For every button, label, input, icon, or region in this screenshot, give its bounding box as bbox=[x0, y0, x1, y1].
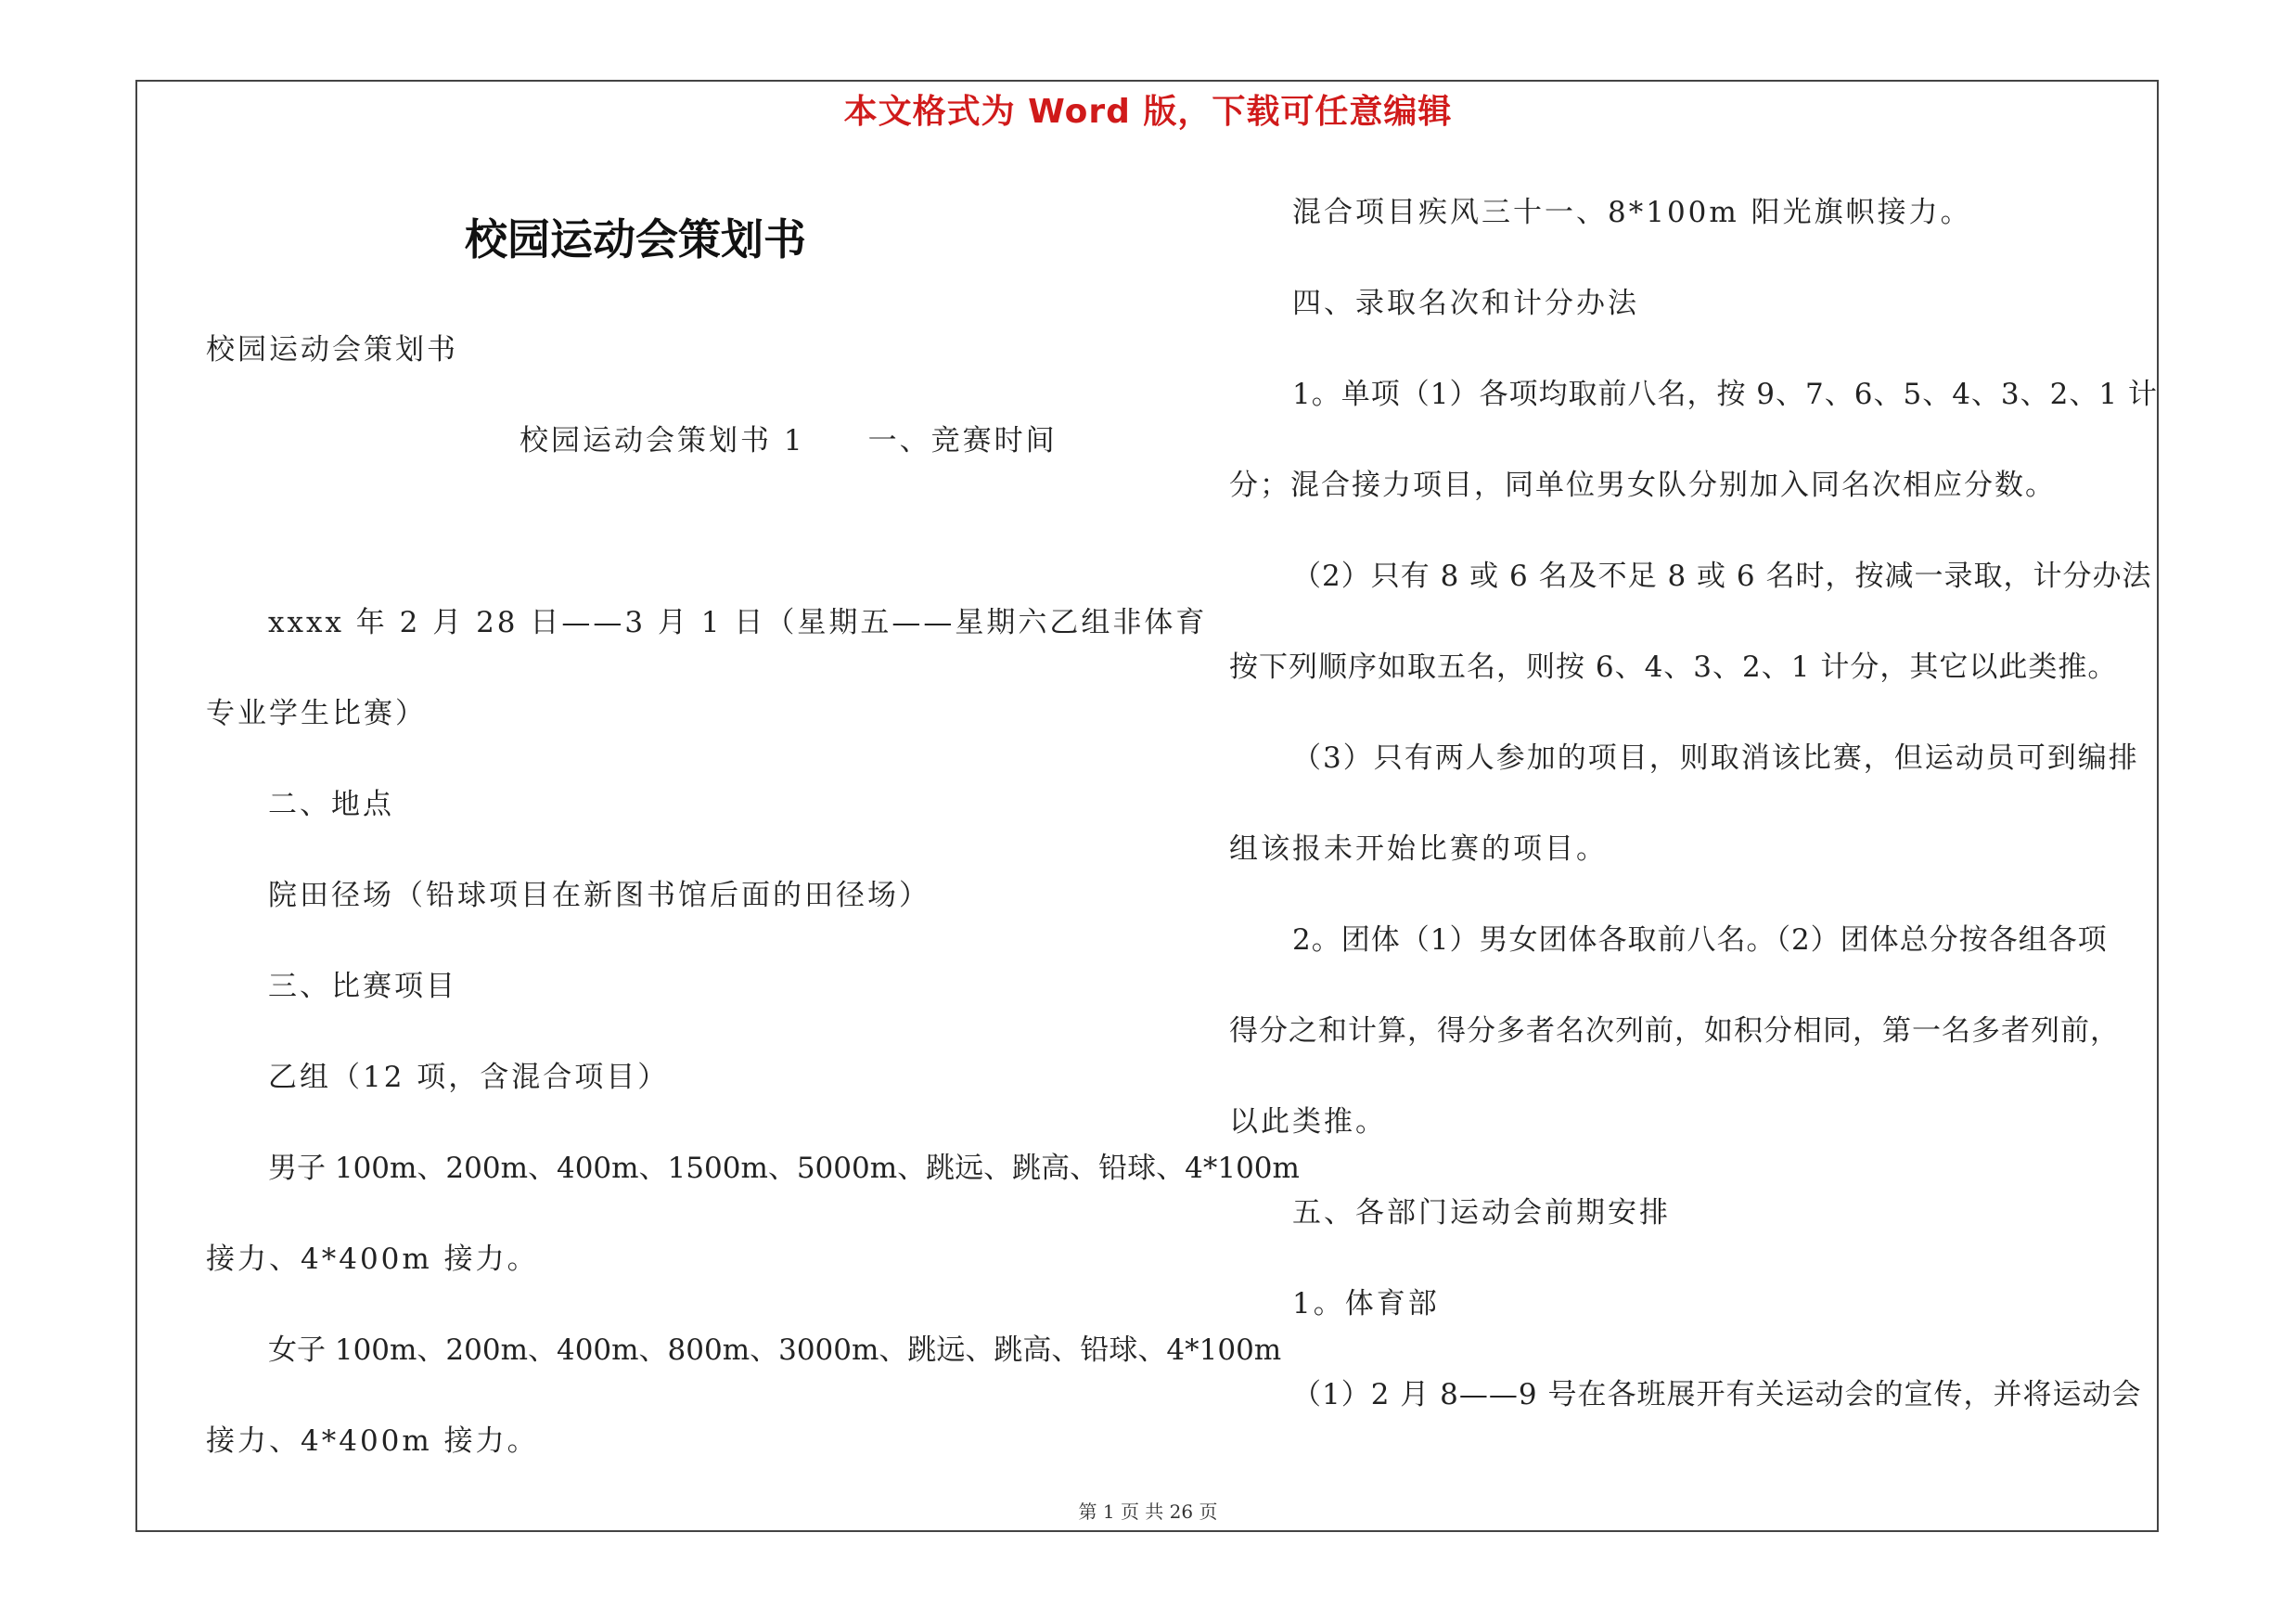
right-line-heading-4: 四、录取名次和计分办法 bbox=[1292, 287, 1639, 320]
left-line-women-events: 女子 100m、200m、400m、800m、3000m、跳远、跳高、铅球、4*100m bbox=[268, 1333, 1282, 1367]
left-line-heading-1: 校园运动会策划书 1 一、竞赛时间 bbox=[519, 424, 1058, 457]
page-number: 第 1 页 共 26 页 bbox=[1078, 1501, 1218, 1523]
right-line-scoring-2-cont: 按下列顺序如取五名，则按 6、4、3、2、1 计分，其它以此类推。 bbox=[1229, 650, 2118, 684]
format-banner: 本文格式为 Word 版，下载可任意编辑 bbox=[843, 93, 1453, 131]
left-line-location: 院田径场（铅球项目在新图书馆后面的田径场） bbox=[268, 879, 930, 912]
right-line-scoring-3: （3）只有两人参加的项目，则取消该比赛，但运动员可到编排 bbox=[1292, 741, 2139, 775]
right-line-sports-dept: 1。体育部 bbox=[1292, 1287, 1440, 1320]
right-line-scoring-3-cont: 组该报未开始比赛的项目。 bbox=[1229, 832, 1608, 866]
right-line-sports-dept-task: （1）2 月 8——9 号在各班展开有关运动会的宣传，并将运动会 bbox=[1292, 1378, 2142, 1411]
right-line-mixed-events: 混合项目疾风三十一、8*100m 阳光旗帜接力。 bbox=[1292, 196, 1972, 229]
right-line-heading-5: 五、各部门运动会前期安排 bbox=[1292, 1196, 1671, 1230]
left-line-date-cont: 专业学生比赛） bbox=[206, 697, 427, 730]
left-line-men-events: 男子 100m、200m、400m、1500m、5000m、跳远、跳高、铅球、4*100m bbox=[268, 1152, 1300, 1185]
right-line-team-scoring: 2。团体（1）男女团体各取前八名。（2）团体总分按各组各项 bbox=[1292, 923, 2108, 957]
left-line-men-events-cont: 接力、4*400m 接力。 bbox=[206, 1243, 539, 1276]
left-line-heading-3: 三、比赛项目 bbox=[268, 970, 457, 1003]
right-line-scoring-1: 1。单项（1）各项均取前八名，按 9、7、6、5、4、3、2、1 计 bbox=[1292, 378, 2158, 411]
page-border bbox=[135, 80, 2159, 1532]
document-title: 校园运动会策划书 bbox=[465, 214, 806, 264]
left-line-subtitle: 校园运动会策划书 bbox=[206, 333, 458, 367]
right-line-scoring-1-cont: 分；混合接力项目，同单位男女队分别加入同名次相应分数。 bbox=[1229, 469, 2056, 502]
left-line-women-events-cont: 接力、4*400m 接力。 bbox=[206, 1424, 539, 1458]
left-line-group: 乙组（12 项，含混合项目） bbox=[268, 1061, 670, 1094]
right-line-scoring-2: （2）只有 8 或 6 名及不足 8 或 6 名时，按减一录取，计分办法 bbox=[1292, 560, 2152, 593]
right-line-team-scoring-cont: 得分之和计算，得分多者名次列前，如积分相同，第一名多者列前， bbox=[1229, 1014, 2120, 1048]
left-line-heading-2: 二、地点 bbox=[268, 788, 394, 821]
left-line-date: xxxx 年 2 月 28 日——3 月 1 日（星期五——星期六乙组非体育 bbox=[268, 606, 1208, 639]
right-line-team-scoring-end: 以此类推。 bbox=[1229, 1105, 1387, 1139]
